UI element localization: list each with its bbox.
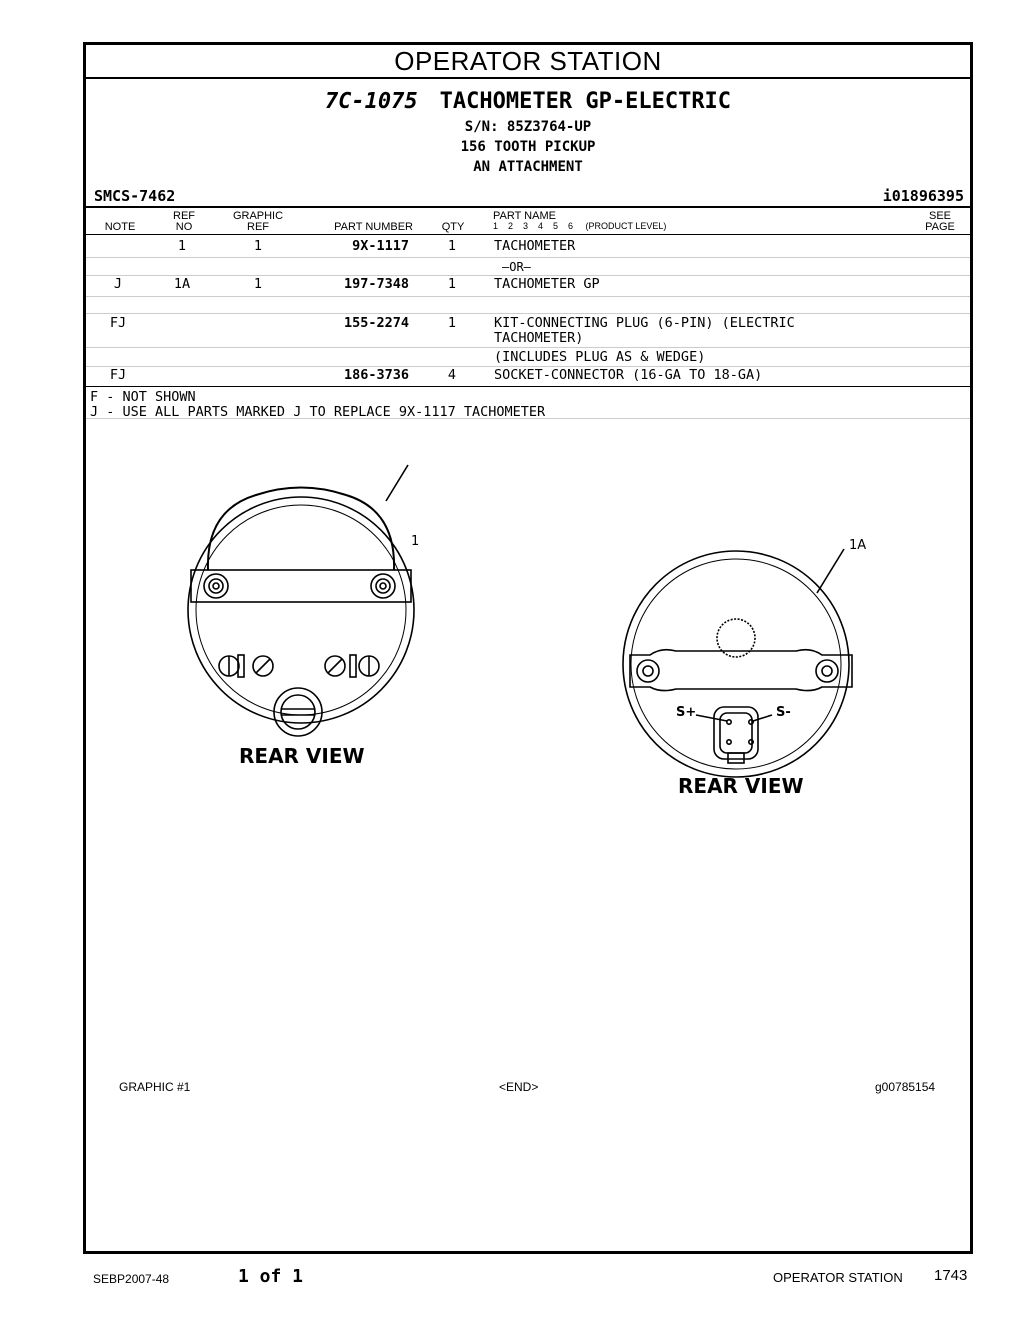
- serial-range: S/N: 85Z3764-UP: [464, 119, 592, 135]
- tachometer-9x-1117-drawing: [188, 465, 414, 736]
- callout-1: 1: [411, 534, 420, 549]
- group-subtitle-2: AN ATTACHMENT: [473, 159, 583, 175]
- tachometer-197-7348-drawing: [623, 549, 852, 777]
- page-number: 1743: [934, 1267, 968, 1284]
- smcs-code: SMCS-7462: [94, 187, 176, 205]
- col-ref-no: REF NO: [173, 210, 195, 233]
- group-subtitle-1: 156 TOOTH PICKUP: [460, 139, 596, 155]
- footer-section: OPERATOR STATION: [773, 1270, 903, 1285]
- group-title: [86, 89, 970, 114]
- tachometer-rear-view-illustration: [86, 425, 970, 845]
- label-s-plus: S+: [676, 705, 697, 720]
- label-s-minus: S-: [776, 705, 791, 720]
- table-bottom-rule: [86, 386, 970, 387]
- col-product-levels: 1 2 3 4 5 6 (PRODUCT LEVEL): [493, 221, 667, 231]
- doc-number: SEBP2007-48: [93, 1272, 170, 1286]
- left-caption: REAR VIEW: [239, 744, 365, 768]
- callout-1a: 1A: [849, 538, 867, 553]
- section-title: OPERATOR STATION: [86, 45, 970, 79]
- note-f: F - NOT SHOWN: [90, 389, 196, 405]
- illustration-id: i01896395: [882, 187, 964, 205]
- col-part-number: PART NUMBER: [334, 221, 413, 233]
- right-caption: REAR VIEW: [678, 774, 804, 798]
- graphic-id: g00785154: [875, 1080, 936, 1094]
- col-see-page: SEE PAGE: [925, 210, 955, 233]
- page-frame: OPERATOR STATION 7C-1075 TACHOMETER GP-ELECTRIC S/N: 85Z3764-UP 156 TOOTH PICKUP AN ATTACHMENT SMCS-7462 i01896395 NOTE REF NO GRAPHIC REF PART NUMBER QTY PART NAME 1 2 3 4 5 6 (PRODUCT LEVEL) SEE PAGE 1 1 9X-1117 1 TACHOMETER —OR— J 1A 1 197-7348 1 TACHOMETER GP FJ 155-2274 1 KIT-CONNECTING PLUG (6-PIN) (ELECTRIC TACHOMETER) (INCLUDES PLUG AS & WEDGE) FJ 186-3736 4 SOCKET-CONNECTOR (16-GA TO 18-GA) F - NOT SHOWN J - USE ALL PARTS MARKED J TO REPLACE 9X-1117 TACHOMETER 1 1A S+ S- REAR VIEW REAR VIEW GRAPHIC #1 <END> g00785154: [83, 42, 973, 1254]
- page-of: 1 of 1: [238, 1266, 304, 1287]
- table-header-rule: [86, 234, 970, 235]
- note-j: J - USE ALL PARTS MARKED J TO REPLACE 9X-1117 TACHOMETER: [90, 404, 546, 420]
- graphic-label: GRAPHIC #1: [119, 1080, 191, 1094]
- col-graphic-ref: GRAPHIC REF: [232, 210, 284, 233]
- end-marker: <END>: [499, 1080, 539, 1094]
- col-part-name: PART NAME: [493, 210, 556, 222]
- header-rule: [86, 206, 970, 208]
- col-note: NOTE: [104, 221, 136, 233]
- col-qty: QTY: [441, 221, 465, 233]
- group-number: 7C-1075: [324, 89, 418, 114]
- group-name: TACHOMETER GP-ELECTRIC: [439, 89, 732, 114]
